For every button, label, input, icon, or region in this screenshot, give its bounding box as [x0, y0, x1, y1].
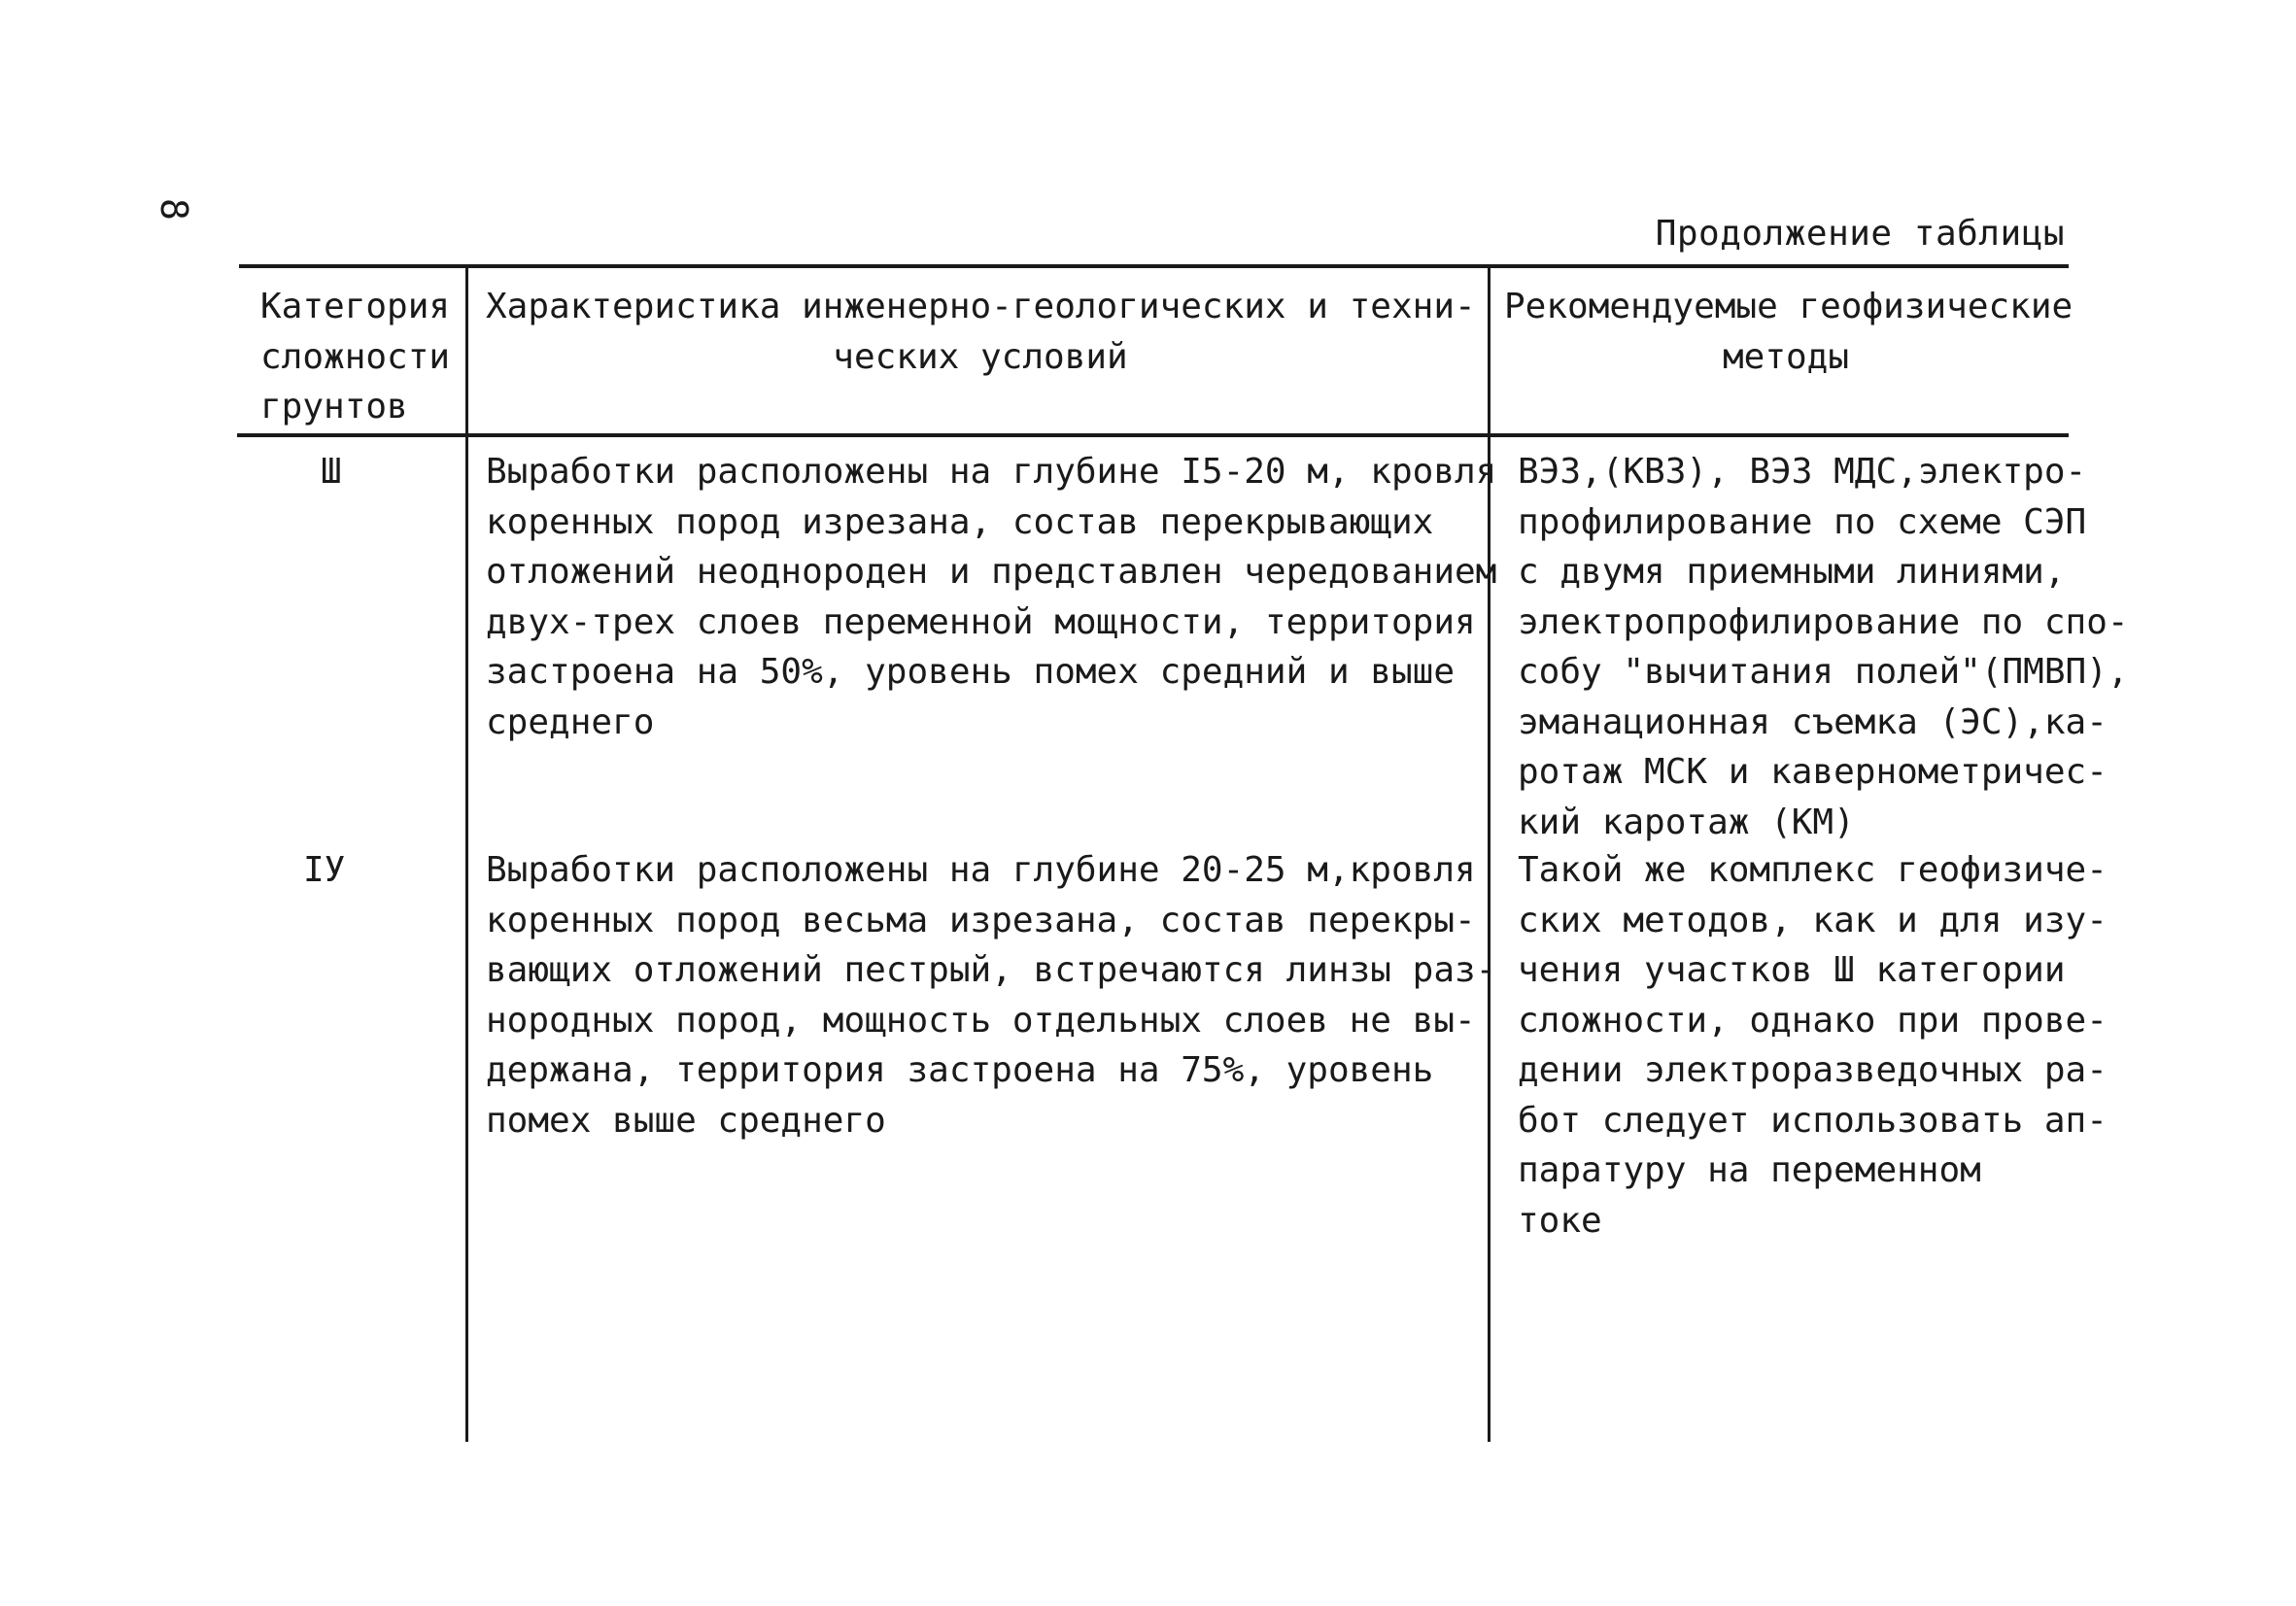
table-top-rule [239, 264, 2069, 268]
row-characteristics: Выработки расположены на глубине I5-20 м, кровля коренных пород изрезана, состав перекрывающих отложений неоднороден и представлен чередованием двух-трех слоев переменной мощности, территория застроена на 50%, уровень помех средний и выше среднего [486, 452, 1497, 742]
row-characteristics: Выработки расположены на глубине 20-25 м,кровля коренных пород весьма изрезана, состав перекры- вающих отложений пестрый, встречаются линзы раз- нородных пород, мощность отдельных слоев не вы- держана, территория застроена на 75%, уровень помех выше среднего [486, 850, 1497, 1141]
row-category: IУ [303, 850, 346, 890]
row-category: Ш [321, 452, 342, 492]
header-bottom-rule [237, 433, 2069, 437]
column-divider-1 [465, 266, 468, 1442]
page-number: 8 [153, 198, 195, 221]
row-methods: Такой же комплекс геофизиче- ских методов, как и для изу- чения участков Ш категории сложности, однако при прове- дении электроразведочных ра- бот следует использовать ап- паратуру на переменном токе [1518, 850, 2108, 1241]
header-characteristics: Характеристика инженерно-геологических и техни- ческих условий [486, 287, 1476, 377]
header-methods: Рекомендуемые геофизические методы [1504, 287, 2073, 377]
row-methods: ВЭЗ,(КВЗ), ВЭЗ МДС,электро- профилирование по схеме СЭП с двумя приемными линиями, электропрофилирование по спо- собу "вычитания полей"(ПМВП), эманационная съемка (ЭС),ка- ротаж МСК и кавернометричес- кий каротаж (КМ) [1518, 452, 2129, 842]
header-category: Категория сложности грунтов [260, 287, 451, 427]
table-caption: Продолжение таблицы [1655, 214, 2065, 254]
